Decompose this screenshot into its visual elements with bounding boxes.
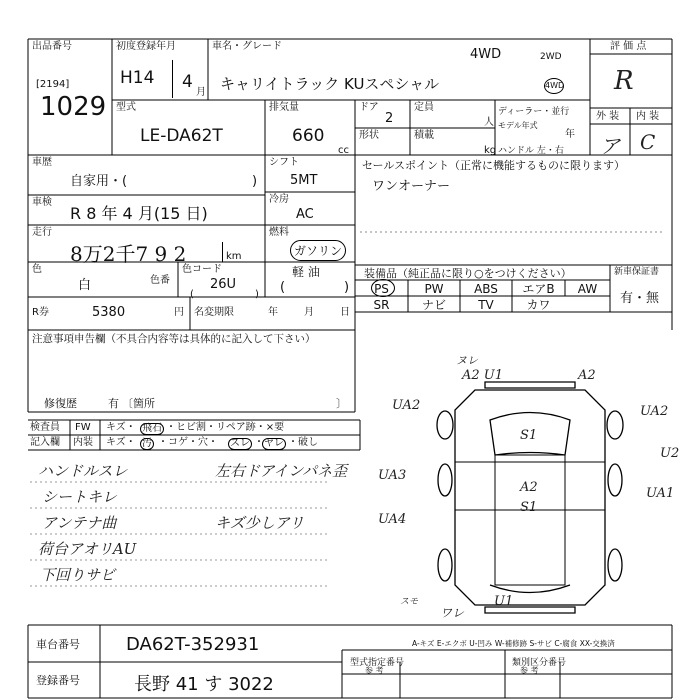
hw-note-5: 下回りサビ	[40, 566, 116, 584]
chassis-value: DA62T-352931	[126, 634, 260, 655]
vn-ua3: UA3	[378, 468, 407, 483]
equipment-label: 装備品（純正品に限り○をつけください）	[364, 267, 572, 280]
vn-s1-center: S1	[520, 500, 538, 515]
shift-label: シフト	[269, 157, 299, 168]
capacity-label: 定員	[414, 102, 434, 113]
first-reg-month: 4	[182, 72, 193, 92]
displacement-label: 排気量	[269, 102, 299, 113]
colorcode-label: 色コード	[182, 264, 222, 275]
score-label: 評 価 点	[610, 41, 647, 52]
vn-top-left: ヌレ	[456, 354, 478, 367]
km-unit: km	[226, 251, 242, 262]
ref-label-2: 参 考	[520, 666, 539, 675]
equip-ps-circle	[371, 279, 395, 297]
color-code-label: 色番	[150, 275, 170, 286]
drive-4wd-circle: 4WD	[544, 78, 564, 94]
recycle-unit: 円	[174, 307, 184, 318]
exterior-label: 外 装	[596, 111, 620, 122]
hw-note-2: シートキレ	[42, 488, 117, 506]
fuel-label: 燃料	[269, 227, 289, 238]
repair-value: 有	[108, 397, 119, 410]
vn-ua2-right: UA2	[640, 404, 669, 419]
vn-s1-top: S1	[520, 428, 538, 443]
vn-a2-right: A2	[578, 368, 596, 383]
hw-dotted-lines	[30, 478, 330, 588]
color-value: 白	[78, 278, 92, 293]
recycle-label: R券	[32, 307, 49, 318]
ref-label-1: 参 考	[365, 666, 384, 675]
check-row1-stone: 飛石	[142, 423, 162, 434]
interior-label: 内 装	[636, 111, 660, 122]
name-change-day: 日	[340, 307, 350, 318]
vn-a2u1: A2 U1	[462, 368, 504, 383]
load-label: 積載	[414, 130, 434, 141]
cc-unit: cc	[338, 145, 349, 156]
equip-sr: SR	[373, 298, 390, 312]
lot-label: 出品番号	[32, 41, 72, 52]
person-unit: 人	[484, 117, 494, 128]
check-row2-burn: ・コゲ・穴・	[158, 437, 218, 448]
vn-a2-center: A2	[520, 480, 538, 495]
doors-label: ドア	[359, 102, 379, 113]
equip-leather: カワ	[526, 298, 551, 312]
history-label: 車歴	[32, 157, 52, 168]
color-paren-open: (	[190, 289, 194, 300]
sales-label: セールスポイント（正常に機能するものに限ります）	[362, 159, 626, 172]
reg-value: 長野 41 す 3022	[134, 674, 274, 695]
type-designation-label: 型式指定番号	[350, 658, 405, 668]
history-close: )	[252, 174, 258, 189]
fuel-paren-open: (	[280, 280, 286, 295]
equip-tv: TV	[478, 298, 494, 312]
vehicle-diagram	[420, 370, 650, 620]
hw-note-right-2: キズ少しアリ	[215, 514, 305, 532]
car-name-label: 車名・グレード	[212, 41, 282, 52]
vn-ua4: UA4	[378, 512, 407, 527]
car-name: キャリイトラック KUスペシャル	[220, 75, 440, 93]
interior-value: C	[640, 130, 656, 154]
reg-label: 登録番号	[36, 674, 80, 687]
vn-ua2-left: UA2	[392, 398, 421, 413]
first-reg-label: 初度登録年月	[116, 41, 176, 52]
vn-u2: U2	[660, 446, 680, 461]
hw-note-1: ハンドルスレ	[38, 462, 128, 480]
check-row1-scratch: キズ・	[106, 422, 136, 433]
color-paren-close: )	[255, 289, 259, 300]
colorcode-value: 26U	[210, 277, 237, 292]
vn-ua1: UA1	[646, 486, 675, 501]
first-reg-year: H14	[120, 68, 155, 88]
check-row2-scratch: キズ・	[106, 437, 136, 448]
drive-2wd-option: 2WD	[540, 52, 562, 62]
vn-sumo: スモ	[400, 597, 419, 607]
shift-value: 5MT	[290, 173, 318, 188]
kg-unit: kg	[484, 145, 497, 156]
year-unit: 年	[565, 129, 575, 140]
damage-legend: A-キズ E-エクボ U-凹み W-補修跡 S-サビ C-腐食 XX-交換済	[412, 639, 615, 648]
fuel-diesel-option: 軽 油	[292, 265, 320, 279]
check-row2-interior: 内装	[73, 437, 93, 448]
doors-value: 2	[385, 111, 394, 126]
exterior-value: ア	[600, 134, 620, 158]
warranty-value: 有・無	[620, 291, 660, 306]
warranty-label: 新車保証書	[614, 267, 660, 277]
month-unit: 月	[196, 87, 206, 98]
color-label: 色	[32, 264, 42, 275]
month-divider	[172, 60, 173, 98]
check-row1-rest: ・ヒビ割・リペア跡・×要	[166, 422, 285, 433]
score-value: R	[614, 66, 634, 96]
aircon-value: AC	[296, 207, 314, 222]
mileage-label: 走行	[32, 227, 52, 238]
recycle-value: 5380	[92, 305, 126, 320]
repair-close: 〕	[336, 397, 347, 410]
notes-label: 注意事項申告欄（不具合内容等は具体的に記入して下さい）	[32, 333, 316, 345]
name-change-year: 年	[268, 307, 278, 318]
fuel-gasoline-circled: ガソリン	[290, 240, 346, 261]
handle-label: ハンドル 左・右	[498, 146, 564, 156]
model-year-label: モデル年式	[498, 121, 538, 130]
class-label: 類別区分番号	[512, 658, 567, 668]
name-change-month: 月	[304, 307, 314, 318]
equip-airbag: エアB	[522, 282, 555, 296]
lot-number: 1029	[40, 92, 107, 122]
equip-pw: PW	[424, 282, 444, 296]
check-label-1: 検査員	[30, 422, 60, 433]
equip-aw: AW	[577, 282, 598, 296]
chassis-label: 車台番号	[36, 638, 80, 651]
inspection-label: 車検	[32, 197, 52, 208]
mileage-value: 8万2千7 9 2	[70, 242, 187, 266]
vn-u1-bottom: U1	[494, 594, 514, 609]
dealer-label: ディーラー・並行	[498, 107, 570, 117]
vn-wara: ワレ	[440, 606, 465, 620]
inspection-value: R 8 年 4 月(15 日)	[70, 204, 208, 223]
check-row2-dirt: 汚	[142, 438, 152, 449]
shape-label: 形状	[359, 130, 379, 141]
sales-value: ワンオーナー	[372, 179, 451, 194]
check-row2-wear: スレ	[230, 438, 250, 449]
drive-value: 4WD	[470, 47, 502, 62]
name-change-label: 名変期限	[194, 307, 234, 318]
hw-note-3: アンテナ曲	[42, 514, 117, 532]
aircon-label: 冷房	[269, 194, 289, 205]
check-row2-tired: ヤレ	[264, 438, 284, 449]
displacement-value: 660	[292, 126, 325, 146]
equip-navi: ナビ	[421, 298, 446, 312]
check-row1-fw: FW	[75, 422, 91, 433]
check-row2-rest: ・破し	[288, 437, 318, 448]
hw-note-4: 荷台アオリAU	[38, 540, 137, 558]
km-divider	[222, 242, 223, 262]
check-label-2: 記入欄	[30, 437, 60, 448]
hw-note-right-1: 左右ドアインパネ歪	[215, 462, 348, 480]
repair-place: 〔箇所	[122, 397, 155, 410]
history-value: 自家用・(	[70, 174, 128, 189]
equip-ps: PS	[374, 282, 389, 296]
fuel-paren-close: )	[344, 280, 350, 295]
equip-abs: ABS	[474, 282, 498, 296]
model-value: LE-DA62T	[140, 126, 223, 146]
repair-label: 修復歴	[44, 397, 77, 410]
check-row2-dot: ・	[254, 437, 264, 448]
model-label: 型式	[116, 102, 136, 113]
lot-small-number: [2194]	[36, 79, 70, 90]
